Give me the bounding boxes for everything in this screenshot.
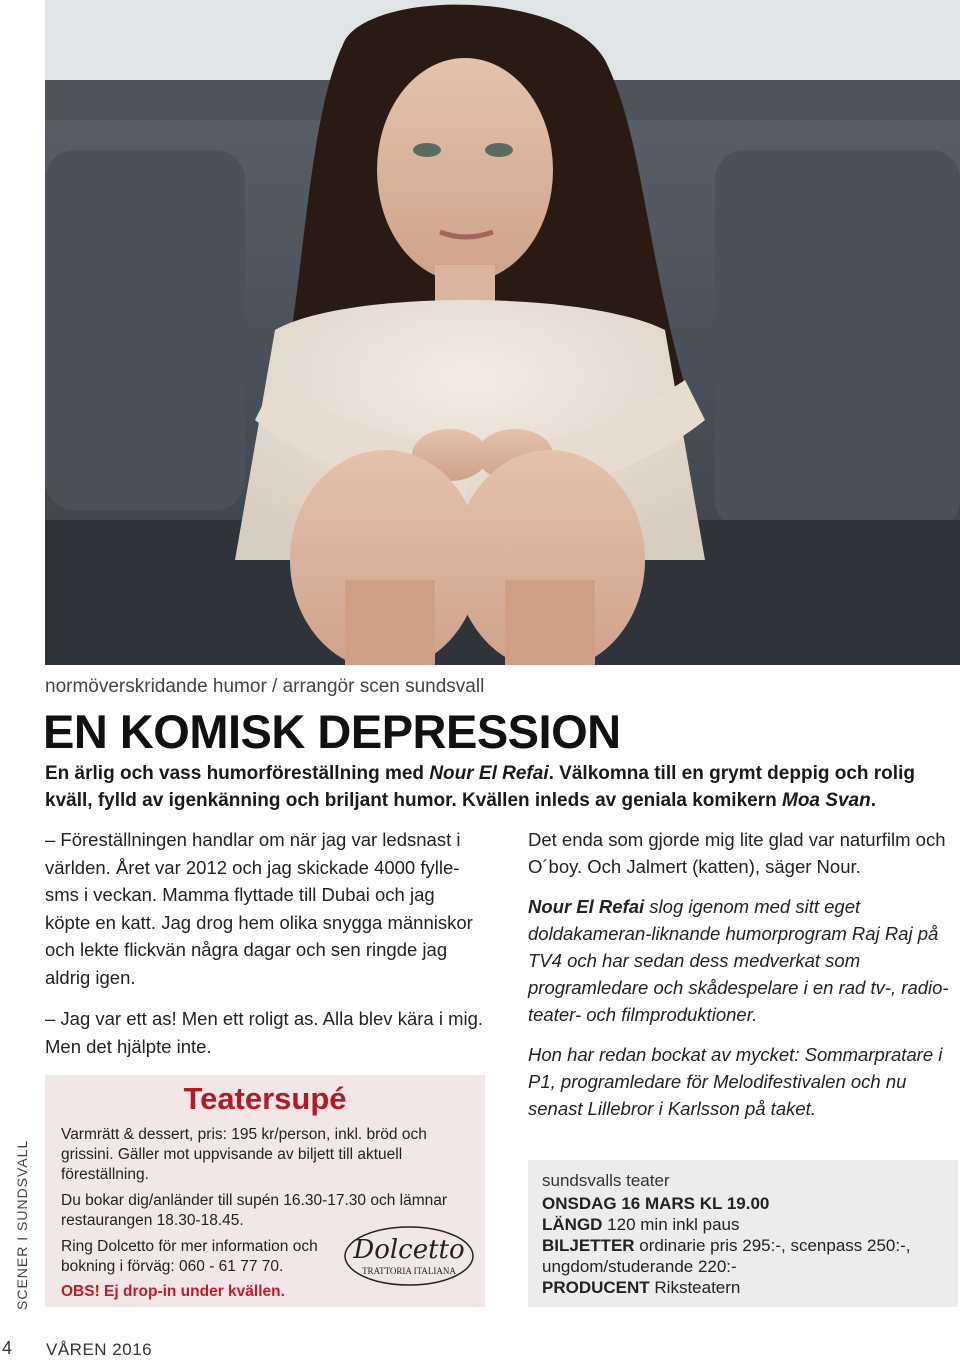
right-paragraph-3: Hon har redan bockat av mycket: Sommarpratare i P1, programledare för Melodifestivalen och nu senast Lillebror i Karlsson på taket. bbox=[528, 1044, 943, 1119]
lead-artist: Nour El Refai bbox=[429, 763, 549, 784]
left-paragraph-2: – Jag var ett as! Men ett roligt as. Alla blev kära i mig. Men det hjälpte inte. bbox=[45, 1008, 484, 1057]
ad-title: Teatersupé bbox=[183, 1081, 347, 1116]
right-paragraph-2-text: slog igenom med sitt eget doldakameran-liknande humorprogram Raj Raj på TV4 och har sedan dess medverkat som programledare och skådespelare i en rad tv-, radio- teater- och filmproduktioner. bbox=[528, 896, 949, 1025]
lead-part3: . bbox=[870, 790, 876, 811]
tickets-value: ordinarie pris 295:-, scenpass 250:-, ungdom/studerande 220:- bbox=[542, 1236, 911, 1276]
kicker: normöverskridande humor / arrangör scen sundsvall bbox=[45, 676, 485, 697]
ad-paragraph-2: Du bokar dig/anländer till supén 16.30-17.30 och lämnar restaurangen 18.30-18.45. bbox=[61, 1192, 448, 1229]
right-artist-name: Nour El Refai bbox=[528, 896, 645, 917]
length-value: 120 min inkl paus bbox=[602, 1215, 740, 1234]
right-paragraph-2 bbox=[528, 893, 958, 1028]
ad-paragraph-1: Varmrätt & dessert, pris: 195 kr/person, inkl. bröd och grissini. Gäller mot uppvisande av biljett till aktuell föreställning. bbox=[61, 1126, 427, 1183]
producer-label: PRODUCENT bbox=[542, 1278, 650, 1297]
lead-part2: . Välkomna till en grymt deppig och rolig kväll, fylld av igenkänning och briljant humor. Kvällen inleds av geniala komikern bbox=[45, 763, 915, 811]
left-paragraph-1: – Föreställningen handlar om när jag var ledsnast i världen. Året var 2012 och jag skickade 4000 fylle-sms i veckan. Mamma flyttade till Dubai och jag köpte en katt. Jag drog hem olika snygga människor och lekte flickvän några dagar och sen ringde jag aldrig igen. bbox=[45, 829, 473, 988]
right-column bbox=[528, 826, 958, 1122]
season-label: VÅREN 2016 bbox=[46, 1340, 153, 1359]
lead-opener: Moa Svan bbox=[782, 790, 871, 811]
hero-photo bbox=[45, 0, 960, 665]
portrait-photo-icon bbox=[45, 0, 960, 665]
article-title: EN KOMISK DEPRESSION bbox=[43, 705, 621, 758]
event-info-box bbox=[528, 1160, 958, 1307]
teatersupe-ad bbox=[45, 1075, 485, 1307]
length-label: LÄNGD bbox=[542, 1215, 603, 1234]
event-length bbox=[542, 1214, 944, 1235]
lead-part1: En ärlig och vass humorföreställning med bbox=[45, 763, 430, 784]
dolcetto-logo-icon bbox=[342, 1225, 476, 1287]
logo-sub: TRATTORIA ITALIANA bbox=[362, 1266, 456, 1276]
venue: sundsvalls teater bbox=[542, 1171, 670, 1190]
event-producer bbox=[542, 1277, 944, 1298]
ad-obs-note: OBS! Ej drop-in under kvällen. bbox=[61, 1283, 285, 1300]
ad-paragraph-3: Ring Dolcetto för mer information och bokning i förväg: 060 - 61 77 70. bbox=[61, 1238, 318, 1275]
logo-name: Dolcetto bbox=[353, 1235, 465, 1265]
event-date: ONSDAG 16 MARS KL 19.00 bbox=[542, 1194, 770, 1213]
left-column bbox=[45, 826, 485, 1060]
tickets-label: BILJETTER bbox=[542, 1236, 635, 1255]
side-section-label: SCENER I SUNDSVALL bbox=[14, 1139, 30, 1310]
page-number: 4 bbox=[2, 1338, 13, 1358]
lead-paragraph bbox=[45, 760, 955, 814]
producer-value: Riksteatern bbox=[649, 1278, 741, 1297]
event-tickets bbox=[542, 1235, 944, 1277]
right-paragraph-1: Det enda som gjorde mig lite glad var naturfilm och O´boy. Och Jalmert (katten), säger Nour. bbox=[528, 829, 946, 877]
